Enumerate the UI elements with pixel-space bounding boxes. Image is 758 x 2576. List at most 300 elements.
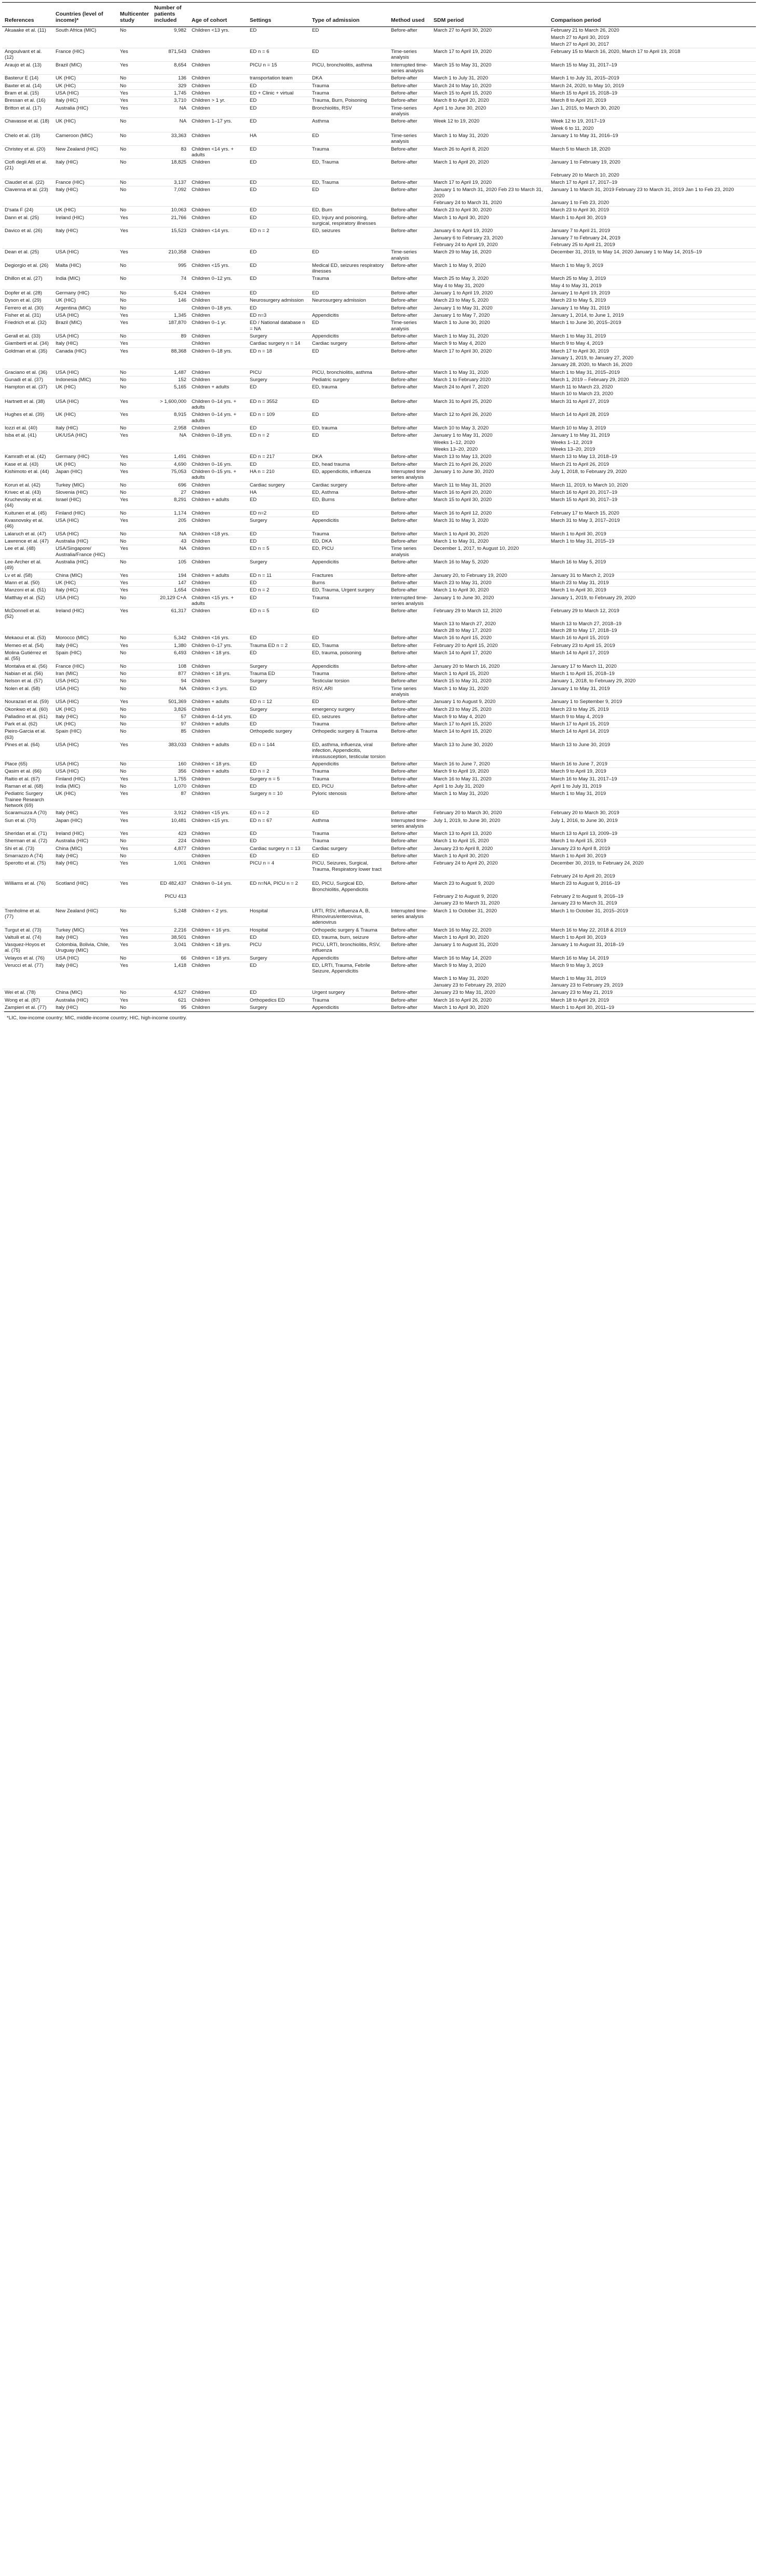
table-row: [2, 145, 756, 159]
cell-age: Children: [189, 706, 247, 713]
cell-comparison-period: February 29 to March 12, 2019: [551, 608, 619, 614]
cell-sdm-period: [431, 41, 548, 48]
cell-reference: Mann et al. (50): [2, 579, 53, 586]
cell-reference: Hughes et al. (39): [2, 411, 53, 425]
cell-sdm-period: April 1 to July 31, 2020: [431, 783, 548, 790]
cell-admission: ED, Injury and poisoning, surgical, respiratory illnesses: [309, 214, 388, 227]
cell-multicenter: No: [117, 304, 152, 312]
cell-admission: Orthopedic surgery & Trauma: [309, 926, 388, 934]
cell-patients: 224: [152, 838, 189, 845]
cell-admission: Medical ED, seizures respiratory illnesses: [309, 262, 388, 275]
cell-reference: Sperotto et al. (75): [5, 860, 46, 867]
cell-patients: [152, 361, 189, 369]
cell-settings: ED: [247, 934, 309, 941]
cell-settings: ED: [247, 104, 309, 118]
cell-method: Before-after: [388, 398, 431, 411]
cell-multicenter: No: [117, 376, 152, 383]
cell-multicenter: Yes: [117, 698, 152, 706]
cell-admission: PICU, bronchiolitis, asthma: [309, 369, 388, 376]
cell-admission: ED, PICU: [309, 545, 388, 559]
cell-multicenter: Yes: [117, 775, 152, 783]
cell-admission: ED, asthma, influenza, viral infection, Appendicitis, intussusception, testicular torsion: [309, 741, 388, 761]
cell-reference: Korun et al. (42): [2, 481, 53, 489]
cell-reference: Nabian et al. (56): [2, 670, 53, 677]
cell-settings: [247, 627, 309, 635]
cell-sdm-period: February 20 to April 15, 2020: [431, 642, 548, 649]
cell-settings: Surgery: [247, 332, 309, 340]
cell-method: Before-after: [391, 228, 417, 234]
cell-settings: ED n=2: [247, 509, 309, 517]
cell-patients: [152, 34, 189, 41]
cell-settings: [247, 982, 309, 989]
cell-patients: 83: [152, 145, 189, 159]
cell-method: Before-after: [388, 297, 431, 304]
cell-country: [53, 446, 117, 453]
cell-age: Children: [189, 425, 247, 432]
cell-admission: ED, PICU: [309, 783, 388, 790]
cell-settings: ED: [247, 838, 309, 845]
cell-country: New Zealand (HIC): [53, 145, 117, 159]
cell-age: [189, 41, 247, 48]
cell-admission: ED: [309, 853, 388, 860]
cell-sdm-period: March 23 to May 5, 2020: [431, 297, 548, 304]
cell-method: Before-after: [388, 713, 431, 720]
cell-patients: PICU 413: [165, 893, 186, 899]
cell-age: Children: [189, 545, 247, 559]
cell-method: Before-after: [388, 369, 431, 376]
cell-age: [189, 873, 247, 880]
header-countries: Countries (level of income)*: [53, 3, 117, 27]
cell-settings: ED: [247, 761, 309, 768]
cell-age: Children + adults: [192, 384, 229, 390]
cell-method: Before-after: [391, 118, 417, 125]
cell-age: Children: [189, 90, 247, 97]
cell-reference: Giamberti et al. (34): [2, 340, 53, 347]
cell-settings: ED: [247, 594, 309, 608]
cell-patients: NA: [152, 104, 189, 118]
cell-country: Italy (HIC): [53, 642, 117, 649]
cell-age: Children + adults: [189, 741, 247, 761]
cell-comparison-period: February 20 to March 10, 2020: [548, 172, 756, 179]
cell-patients: 8,291: [152, 496, 189, 510]
cell-admission: Pediatric surgery: [309, 376, 388, 383]
cell-comparison-period: February 24 to April 20, 2019: [548, 873, 756, 880]
cell-age: [189, 361, 247, 369]
table-row: [2, 509, 756, 517]
cell-settings: ED: [247, 97, 309, 104]
cell-age: Children + adults: [189, 572, 247, 579]
cell-admission: [309, 172, 388, 179]
cell-settings: ED: [247, 538, 309, 545]
cell-admission: ED, seizures: [312, 228, 341, 234]
cell-patients: 18,825: [171, 159, 186, 166]
cell-method: Time-series analysis: [388, 104, 431, 118]
header-patients: Number of patients included: [152, 3, 189, 27]
cell-comparison-period: March 13 to May 13, 2018–19: [548, 453, 756, 461]
cell-settings: ED: [247, 82, 309, 89]
cell-sdm-period: March 13 to March 27, 2020: [434, 621, 496, 627]
cell-patients: 3,826: [152, 706, 189, 713]
table-row: [2, 275, 756, 282]
cell-country: [53, 621, 117, 627]
cell-age: Children: [189, 48, 247, 62]
table-row: [2, 186, 756, 199]
cell-comparison-period: January 1 to April 19, 2019: [548, 290, 756, 297]
cell-comparison-period: March 16 to May 5, 2019: [548, 558, 756, 572]
cell-age: Children 1–17 yrs.: [192, 118, 232, 125]
cell-patients: > 1,600,000: [152, 398, 189, 411]
cell-patients: 501,369: [152, 698, 189, 706]
table-row: [2, 48, 756, 62]
cell-patients: 4,877: [152, 845, 189, 852]
cell-patients: 1,174: [152, 509, 189, 517]
cell-comparison-period: March 14 to April 14, 2019: [548, 728, 756, 741]
cell-sdm-period: March 1 to February 2020: [431, 376, 548, 383]
cell-comparison-period: March 1 to May 31, 2015–19: [548, 538, 756, 545]
cell-method: Before-after: [388, 996, 431, 1004]
cell-admission: ED, LRTI, Trauma, Febrile Seizure, Appendicitis: [312, 963, 370, 975]
table-row: [2, 642, 756, 649]
cell-multicenter: [117, 235, 152, 241]
table-row: [2, 621, 756, 627]
cell-multicenter: [117, 621, 152, 627]
cell-multicenter: Yes: [117, 845, 152, 852]
cell-settings: ED: [247, 579, 309, 586]
cell-age: [189, 241, 247, 249]
cell-reference: Smarrazzo A (74): [2, 853, 53, 860]
cell-comparison-period: March 16 to June 7, 2019: [548, 761, 756, 768]
cell-age: Children: [189, 312, 247, 319]
cell-multicenter: Yes: [120, 433, 128, 439]
cell-comparison-period: March 16 to May 31, 2017–19: [548, 775, 756, 783]
cell-comparison-period: March 31 to April 27, 2019: [548, 398, 756, 411]
cell-multicenter: Yes: [120, 963, 128, 969]
cell-age: Children <15 yrs. + adults: [189, 594, 247, 608]
cell-reference: Davico et al. (26): [5, 228, 43, 234]
cell-method: Before-after: [388, 775, 431, 783]
cell-sdm-period: March 29 to May 16, 2020: [431, 249, 548, 262]
cell-comparison-period: March 1 to October 31, 2015–2019: [548, 907, 756, 926]
cell-settings: [247, 390, 309, 398]
table-row: [2, 398, 756, 411]
cell-sdm-period: Weeks 1–12, 2020: [434, 439, 475, 446]
cell-multicenter: Yes: [117, 340, 152, 347]
cell-age: Children: [189, 587, 247, 594]
cell-method: Before-after: [388, 989, 431, 996]
cell-multicenter: Yes: [117, 90, 152, 97]
cell-method: [388, 439, 431, 446]
table-row: [2, 1004, 756, 1011]
cell-settings: ED n = 2: [247, 810, 309, 817]
cell-reference: Gerall et al. (33): [2, 332, 53, 340]
cell-multicenter: No: [117, 489, 152, 496]
cell-settings: ED: [247, 530, 309, 537]
cell-method: Before-after: [388, 145, 431, 159]
cell-multicenter: Yes: [120, 860, 128, 867]
table-row: [2, 207, 756, 214]
cell-method: Before-after: [388, 90, 431, 97]
cell-method: Before-after: [388, 461, 431, 468]
cell-admission: [309, 982, 388, 989]
cell-sdm-period: March 1 to June 30, 2020: [431, 319, 548, 333]
cell-country: USA (HIC): [53, 698, 117, 706]
cell-country: USA (HIC): [53, 398, 117, 411]
cell-comparison-period: January 23 to April 8, 2019: [548, 845, 756, 852]
cell-age: Children <16 yrs.: [189, 635, 247, 642]
cell-method: Time-series analysis: [388, 48, 431, 62]
table-row: [2, 663, 756, 670]
cell-reference: Raman et al. (68): [2, 783, 53, 790]
cell-reference: Sherman et al. (72): [2, 838, 53, 845]
cell-country: USA (HIC): [53, 530, 117, 537]
table-row: [2, 376, 756, 383]
table-row: [2, 783, 756, 790]
cell-country: Spain (HIC): [53, 728, 117, 741]
cell-comparison-period: March 15 to April 30, 2017–19: [548, 496, 756, 510]
cell-age: Children < 18 yrs.: [189, 670, 247, 677]
cell-age: [189, 199, 247, 207]
cell-age: Children: [192, 608, 210, 614]
cell-sdm-period: March 13 to April 13, 2020: [431, 830, 548, 838]
cell-patients: 8,654: [152, 61, 189, 75]
cell-multicenter: No: [117, 728, 152, 741]
cell-sdm-period: February 24 to April 20, 2020: [434, 860, 498, 867]
cell-comparison-period: January 1, 2019, to January 27, 2020: [551, 355, 633, 361]
cell-multicenter: No: [117, 663, 152, 670]
cell-admission: ED, Trauma: [309, 642, 388, 649]
cell-sdm-period: March 1 to May 31, 2020: [431, 790, 548, 810]
cell-multicenter: No: [117, 635, 152, 642]
cell-age: Children: [189, 207, 247, 214]
cell-sdm-period: March 1 to April 30, 2020: [431, 214, 548, 227]
cell-comparison-period: March 28 to May 17, 2018–19: [548, 627, 756, 635]
cell-method: Before-after: [388, 845, 431, 852]
cell-settings: ED n = 3552: [247, 398, 309, 411]
cell-admission: Appendicitis: [309, 312, 388, 319]
cell-method: [388, 446, 431, 453]
table-row: [2, 132, 756, 145]
cell-sdm-period: February 20 to March 30, 2020: [431, 810, 548, 817]
table-row: [2, 830, 756, 838]
table-row: [2, 235, 756, 241]
cell-patients: [152, 627, 189, 635]
cell-multicenter: No: [117, 179, 152, 186]
cell-admission: ED: [312, 433, 319, 439]
cell-admission: Pyloric stenosis: [309, 790, 388, 810]
cell-method: Before-after: [388, 82, 431, 89]
cell-reference: Kamrath et al. (42): [2, 453, 53, 461]
cell-multicenter: No: [120, 159, 127, 166]
cell-method: Before-after: [388, 425, 431, 432]
cell-multicenter: Yes: [117, 790, 152, 810]
cell-patients: 8,915: [152, 411, 189, 425]
cell-country: USA (HIC): [53, 517, 117, 531]
cell-admission: [309, 125, 388, 132]
cell-multicenter: Yes: [117, 810, 152, 817]
table-row: [2, 627, 756, 635]
cell-multicenter: No: [117, 207, 152, 214]
cell-reference: Manzoni et al. (51): [2, 587, 53, 594]
cell-comparison-period: January 1 to May 31, 2019: [551, 433, 610, 439]
cell-method: Before-after: [388, 663, 431, 670]
cell-reference: [2, 982, 53, 989]
table-row: [2, 989, 756, 996]
cell-method: [388, 199, 431, 207]
cell-age: Children: [189, 989, 247, 996]
cell-age: Children: [189, 179, 247, 186]
cell-settings: ED: [250, 187, 257, 193]
cell-reference: [2, 900, 53, 907]
cell-country: Turkey (MIC): [53, 926, 117, 934]
cell-settings: PICU n = 15: [247, 61, 309, 75]
cell-reference: Matthay et al. (52): [2, 594, 53, 608]
cell-admission: Trauma: [309, 145, 388, 159]
cell-comparison-period: January 7 to February 24, 2019: [551, 235, 620, 241]
table-row: [2, 425, 756, 432]
cell-comparison-period: February 25 to April 21, 2019: [548, 241, 756, 249]
cell-age: Children: [189, 453, 247, 461]
cell-settings: ED: [247, 179, 309, 186]
cell-settings: Surgery: [247, 1004, 309, 1011]
cell-age: Children 0–17 yrs.: [189, 642, 247, 649]
cell-settings: ED: [247, 262, 309, 275]
table-row: [2, 34, 756, 41]
cell-multicenter: No: [117, 650, 152, 663]
cell-admission: ED, Trauma: [309, 179, 388, 186]
header-references: References: [2, 3, 53, 27]
cell-multicenter: Yes: [117, 468, 152, 481]
cell-patients: 88,368: [171, 348, 186, 354]
cell-comparison-period: February 23 to April 15, 2019: [548, 642, 756, 649]
cell-multicenter: [117, 282, 152, 290]
cell-sdm-period: March 1 to July 31, 2020: [431, 75, 548, 82]
cell-country: [53, 241, 117, 249]
cell-admission: ED: [309, 48, 388, 62]
cell-admission: LRTI, RSV, influenza A, B, Rhinovirus/enterovirus, adenovirus: [309, 907, 388, 926]
cell-multicenter: No: [117, 530, 152, 537]
cell-sdm-period: March 1 to April 30, 2020: [431, 530, 548, 537]
cell-admission: Urgent surgery: [309, 989, 388, 996]
cell-reference: Shi et al. (73): [2, 845, 53, 852]
cell-settings: [247, 893, 309, 900]
cell-age: [189, 621, 247, 627]
table-row: [2, 558, 756, 572]
cell-comparison-period: January 23 to May 21, 2019: [548, 989, 756, 996]
cell-multicenter: [117, 172, 152, 179]
table-row: [2, 635, 756, 642]
cell-admission: Cardiac surgery: [309, 481, 388, 489]
cell-comparison-period: March 1 to May 31, 2019: [548, 790, 756, 810]
cell-reference: Kruchevsky et al. (44): [2, 496, 53, 510]
cell-sdm-period: March 1 to April 30, 2020: [431, 934, 548, 941]
cell-reference: Gunadi et al. (37): [2, 376, 53, 383]
cell-sdm-period: January 1 to August 31, 2020: [431, 941, 548, 955]
cell-sdm-period: March 1 to October 31, 2020: [431, 907, 548, 926]
cell-admission: [309, 390, 388, 398]
cell-admission: ED: [309, 319, 388, 333]
cell-multicenter: No: [117, 558, 152, 572]
cell-reference: Velayos et al. (76): [2, 954, 53, 962]
table-row: [2, 159, 756, 172]
cell-patients: 423: [152, 830, 189, 838]
table-row: [2, 572, 756, 579]
cell-age: [189, 235, 247, 241]
cell-method: Before-after: [391, 608, 417, 614]
cell-reference: Araujo et al. (13): [2, 61, 53, 75]
cell-age: Children <15 yrs.: [189, 817, 247, 830]
cell-settings: [247, 34, 309, 41]
cell-method: Before-after: [388, 214, 431, 227]
cell-country: Australia (HIC): [53, 838, 117, 845]
cell-settings: [247, 282, 309, 290]
cell-age: Children: [189, 678, 247, 685]
cell-comparison-period: March 15 to May 31, 2017–19: [548, 61, 756, 75]
cell-age: Children: [189, 489, 247, 496]
cell-sdm-period: March 1 to May 31, 2020: [431, 538, 548, 545]
cell-method: Interrupted time-series analysis: [388, 907, 431, 926]
cell-sdm-period: March 11 to May 31, 2020: [431, 481, 548, 489]
cell-age: Children <14 yrs. + adults: [189, 145, 247, 159]
header-sdm: SDM period: [431, 3, 548, 27]
table-row: [2, 297, 756, 304]
cell-patients: 89: [152, 332, 189, 340]
cell-reference: Nourazari et al. (59): [2, 698, 53, 706]
cell-patients: [152, 390, 189, 398]
table-row: [2, 214, 756, 227]
cell-patients: [152, 125, 189, 132]
table-row: [2, 125, 756, 132]
cell-country: Israel (HIC): [53, 496, 117, 510]
cell-multicenter: No: [117, 685, 152, 698]
cell-sdm-period: [431, 873, 548, 880]
cell-multicenter: No: [117, 761, 152, 768]
cell-sdm-period: January 23 to February 29, 2020: [431, 982, 548, 989]
cell-method: Before-after: [391, 159, 417, 166]
cell-reference: [2, 235, 53, 241]
cell-sdm-period: January 1 to June 30, 2020: [431, 594, 548, 608]
cell-sdm-period: March 14 to April 15, 2020: [431, 728, 548, 741]
cell-multicenter: No: [117, 297, 152, 304]
cell-settings: [247, 361, 309, 369]
cell-sdm-period: March 24 to April 7, 2020: [434, 384, 489, 390]
cell-country: Ireland (HIC): [56, 608, 84, 614]
cell-settings: ED: [247, 721, 309, 728]
cell-settings: ED: [247, 713, 309, 720]
cell-comparison-period: March 18 to April 29, 2019: [548, 996, 756, 1004]
table-row: [2, 446, 756, 453]
cell-patients: 1,418: [173, 963, 186, 969]
cell-sdm-period: [431, 361, 548, 369]
cell-age: Children: [189, 376, 247, 383]
cell-age: Children 4–14 yrs.: [189, 713, 247, 720]
cell-comparison-period: March 1 to April 15, 2018–19: [548, 670, 756, 677]
cell-age: [189, 975, 247, 982]
cell-sdm-period: March 1 to April 30, 2020: [431, 1004, 548, 1011]
cell-comparison-period: [548, 545, 756, 559]
cell-comparison-period: March 1 to May 31, 2019: [551, 975, 606, 981]
header-comparison: Comparison period: [548, 3, 756, 27]
cell-reference: Clavenna et al. (23): [5, 187, 48, 193]
cell-reference: Bram et al. (15): [2, 90, 53, 97]
cell-admission: DKA: [309, 453, 388, 461]
cell-multicenter: Yes: [117, 587, 152, 594]
cell-patients: ED 482,437: [160, 881, 186, 887]
cell-multicenter: No: [120, 118, 127, 125]
cell-age: Children 0–1 yr.: [189, 319, 247, 333]
cell-country: Australia (HIC): [53, 558, 117, 572]
cell-country: UK (HIC): [53, 207, 117, 214]
cell-comparison-period: March 23 to April 30, 2019: [548, 207, 756, 214]
